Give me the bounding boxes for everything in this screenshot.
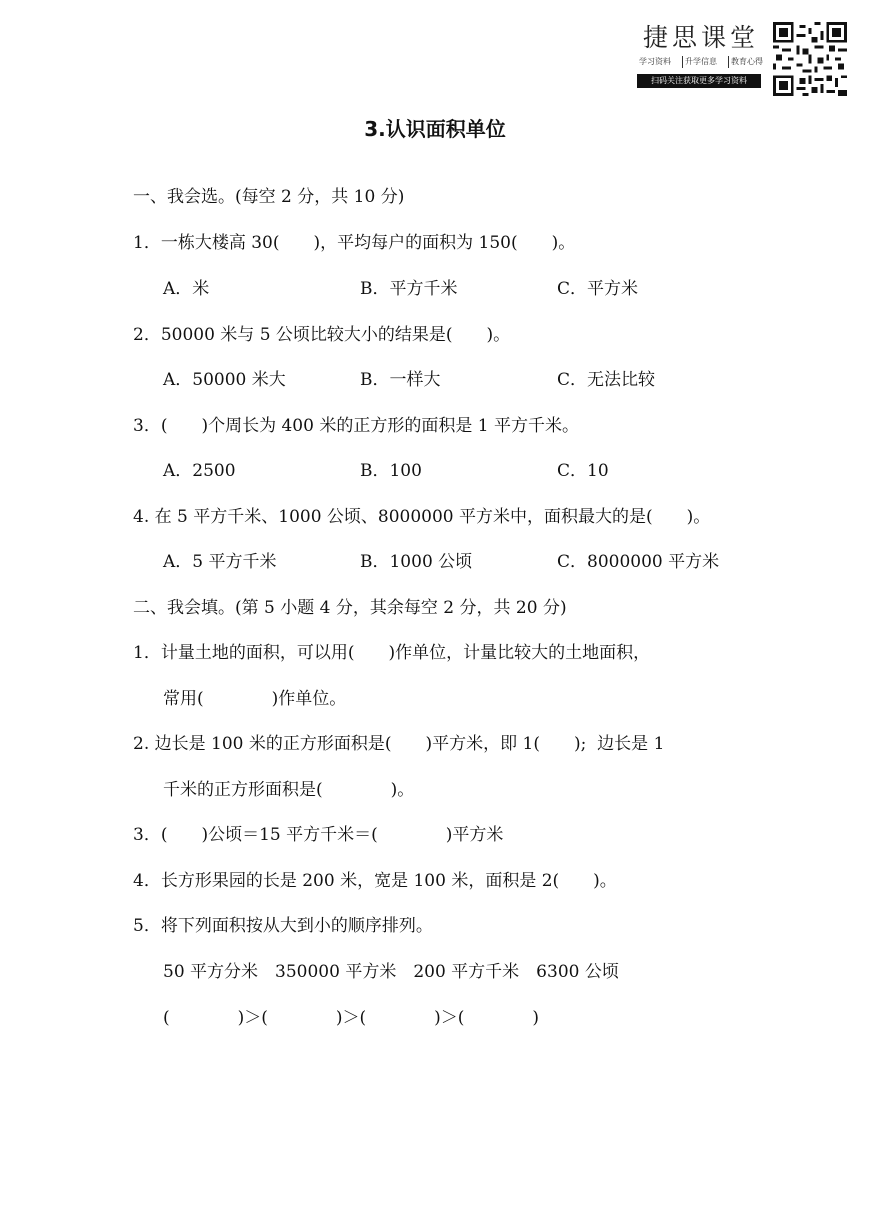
qr-code-icon (773, 22, 847, 96)
section-heading: 一、我会选。(每空 2 分，共 10 分) (133, 187, 405, 207)
area-values-line: 50 平方分米 350000 平方米 200 平方千米 6300 公顷 (163, 962, 619, 982)
fill-line: 1．计量土地的面积，可以用( )作单位，计量比较大的土地面积， (133, 643, 651, 663)
option-b: B．一样大 (360, 370, 441, 390)
brand-bar: 扫码关注获取更多学习资料 (637, 74, 761, 88)
fill-line: 5．将下列面积按从大到小的顺序排列。 (133, 916, 433, 936)
question-text: 3．( )个周长为 400 米的正方形的面积是 1 平方千米。 (133, 416, 579, 436)
option-c: C．平方米 (557, 279, 639, 299)
option-a: A．米 (163, 279, 210, 299)
question-text: 1．一栋大楼高 30( )，平均每户的面积为 150( )。 (133, 233, 576, 253)
brand-name: 捷思课堂 (642, 23, 759, 52)
option-c: C．10 (557, 461, 609, 481)
option-b: B．100 (360, 461, 422, 481)
question-text: 2．50000 米与 5 公顷比较大小的结果是( )。 (133, 325, 511, 345)
option-c: C．8000000 平方米 (557, 552, 720, 572)
brand-tag: 教育心得 (728, 56, 765, 68)
option-b: B．平方千米 (360, 279, 458, 299)
question-text: 4. 在 5 平方千米、1000 公顷、8000000 平方米中，面积最大的是( )。 (133, 507, 711, 527)
fill-line: 3．( )公顷＝15 平方千米＝( )平方米 (133, 825, 504, 845)
option-a: A．5 平方千米 (163, 552, 277, 572)
section-heading: 二、我会填。(第 5 小题 4 分，其余每空 2 分，共 20 分) (133, 598, 567, 618)
page-title: 3.认识面积单位 (364, 117, 506, 141)
option-a: A．2500 (163, 461, 236, 481)
option-b: B．1000 公顷 (360, 552, 473, 572)
fill-line: 千米的正方形面积是( )。 (163, 780, 415, 800)
fill-line: 2. 边长是 100 米的正方形面积是( )平方米，即 1( ); 边长是 1 (133, 734, 665, 754)
option-c: C．无法比较 (557, 370, 656, 390)
fill-line: 4．长方形果园的长是 200 米，宽是 100 米，面积是 2( )。 (133, 871, 617, 891)
option-a: A．50000 米大 (163, 370, 286, 390)
brand-tag: 学习资料 (639, 57, 671, 66)
brand-block (637, 22, 765, 88)
brand-tag: 升学信息 (682, 56, 719, 68)
ordering-blanks-line: ( )＞( )＞( )＞( ) (163, 1008, 540, 1028)
brand-tags (637, 56, 765, 68)
fill-line: 常用( )作单位。 (163, 689, 347, 709)
